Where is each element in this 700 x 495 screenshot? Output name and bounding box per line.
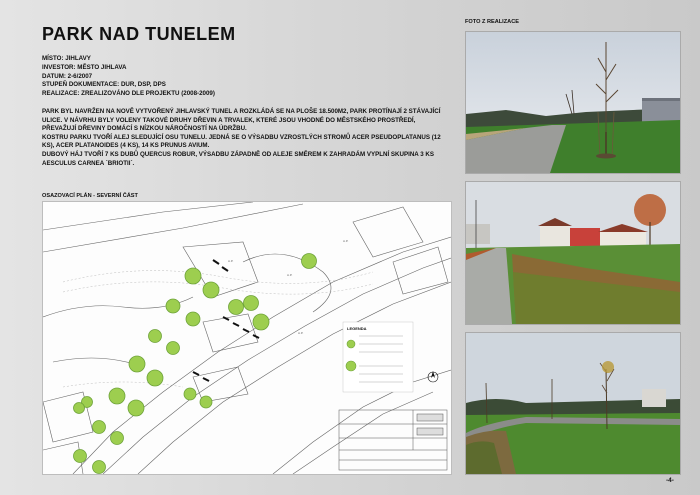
photo-path-houses — [466, 182, 680, 324]
description-paragraph: PARK BYL NAVRŽEN NA NOVĚ VYTVOŘENÝ JIHLAVSKÝ TUNEL A ROZKLÁDÁ SE NA PLOŠE 18.500M2, PARK PROTÍNAJÍ 2 STÁVAJÍCÍ ULICE. V NÁVRHU BYLY VOLENY TAKOVÉ DRUHY DŘEVIN A TRVALEK, KTERÉ JSOU VHODNÉ DO MĚSTSKÉHO PROSTŘEDÍ, PŘEVAŽUJÍ DŘEVINY DOMÁCÍ S NÍZKOU NÁROČNOSTÍ NA ÚDRŽBU. — [42, 108, 441, 133]
svg-text:A.P.: A.P. — [298, 331, 304, 335]
project-description — [42, 108, 450, 168]
page-number: -4- — [666, 477, 674, 484]
description-paragraph: KOSTRU PARKU TVOŘÍ ALEJ SLEDUJÍCÍ OSU TUNELU. JEDNÁ SE O VÝSADBU VZROSTLÝCH STROMŮ ACER PSEUDOPLATANUS (12 KS), ACER PLATANOIDES (4 KS), 14 KS PRUNUS AVIUM. — [42, 133, 441, 150]
project-meta — [42, 55, 442, 99]
realization-photo — [465, 181, 681, 325]
meta-realization: REALIZACE: ZREALIZOVÁNO DLE PROJEKTU (2008-2009) — [42, 90, 215, 98]
page-title: PARK NAD TUNELEM — [42, 24, 236, 44]
plan-legend — [343, 322, 413, 392]
description-paragraph: DUBOVÝ HÁJ TVOŘÍ 7 KS DUBŮ QUERCUS ROBUR, VÝSADBU ZÁPADNĚ OD ALEJE SMĚREM K ZAHRADÁM VYPLNÍ SKUPINA 3 KS AESCULUS CARNEA ´BRIOTII´. — [42, 150, 435, 167]
photo-path-young-tree — [466, 32, 680, 173]
legend-title: LEGENDA — [347, 326, 367, 331]
plan-label: OSAZOVACÍ PLÁN - SEVERNÍ ČÁST — [42, 193, 138, 199]
svg-text:A.P.: A.P. — [228, 259, 234, 263]
realization-photo — [465, 31, 681, 174]
svg-text:A.P.: A.P. — [287, 273, 293, 277]
plan-svg — [43, 202, 451, 474]
photo-lawn-alley — [466, 333, 680, 474]
meta-investor: INVESTOR: MĚSTO JIHLAVA — [42, 63, 127, 71]
meta-date: DATUM: 2-6/2007 — [42, 72, 93, 80]
photos-label: FOTO Z REALIZACE — [465, 19, 519, 25]
svg-text:A.P.: A.P. — [343, 239, 349, 243]
meta-stage: STUPEŇ DOKUMENTACE: DUR, DSP, DPS — [42, 81, 166, 89]
planting-plan-drawing — [42, 201, 452, 475]
realization-photo — [465, 332, 681, 475]
meta-place: MÍSTO: JIHLAVY — [42, 55, 91, 62]
